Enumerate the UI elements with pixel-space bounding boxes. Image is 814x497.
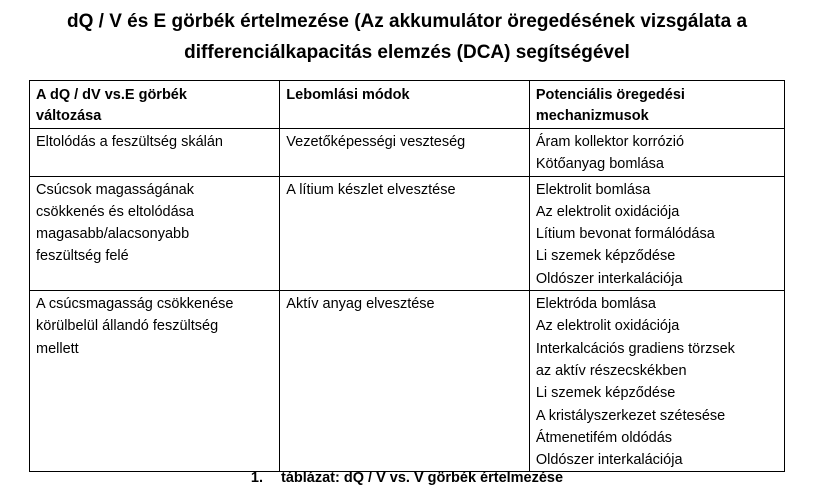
cell-line: Vezetőképességi veszteség bbox=[286, 134, 466, 150]
table-row bbox=[30, 291, 785, 472]
cell-line: mellett bbox=[36, 340, 79, 357]
table-row bbox=[30, 129, 785, 177]
header-curve-change bbox=[30, 81, 280, 129]
cell-line: Az elektrolit oxidációja bbox=[535, 318, 680, 335]
header-line: A dQ / dV vs.E görbék bbox=[36, 87, 187, 103]
title-line-2: differenciálkapacitás elemzés (DCA) segítségével bbox=[184, 42, 630, 63]
cell-line: magasabb/alacsonyabb bbox=[36, 226, 190, 243]
cell-aging-mechanisms bbox=[529, 129, 784, 177]
cell-line: Li szemek képződése bbox=[535, 385, 676, 402]
cell-line: Li szemek képződése bbox=[535, 248, 676, 265]
cell-line: Aktív anyag elvesztése bbox=[286, 296, 435, 313]
caption-text: táblázat: dQ / V vs. V görbék értelmezése bbox=[281, 470, 564, 486]
cell-line: A kristályszerkezet szétesése bbox=[535, 407, 726, 424]
table-caption bbox=[0, 468, 814, 488]
header-aging-mechanisms bbox=[529, 81, 784, 129]
cell-degradation-mode bbox=[280, 291, 530, 472]
cell-line: A csúcsmagasság csökkenése bbox=[36, 296, 234, 313]
cell-line: Elektróda bomlása bbox=[535, 296, 656, 313]
cell-line: Kötőanyag bomlása bbox=[535, 156, 664, 173]
cell-aging-mechanisms bbox=[529, 291, 784, 472]
cell-degradation-mode bbox=[280, 129, 530, 177]
cell-line: Elektrolit bomlása bbox=[535, 181, 651, 198]
title-line-1: dQ / V és E görbék értelmezése (Az akkumulátor öregedésének vizsgálata a bbox=[66, 11, 748, 32]
cell-degradation-mode bbox=[280, 176, 530, 290]
cell-line: A lítium készlet elvesztése bbox=[286, 181, 456, 198]
cell-line: feszültség felé bbox=[36, 248, 129, 265]
cell-line: csökkenés és eltolódása bbox=[36, 203, 194, 220]
cell-line: Oldószer interkalációja bbox=[535, 452, 683, 469]
header-line: Lebomlási módok bbox=[286, 87, 410, 103]
cell-curve-change bbox=[30, 129, 280, 177]
cell-curve-change bbox=[30, 291, 280, 472]
cell-line: körülbelül állandó feszültség bbox=[36, 318, 219, 335]
header-line: mechanizmusok bbox=[535, 108, 649, 124]
table-header-row bbox=[30, 81, 785, 129]
cell-line: Átmenetifém oldódás bbox=[535, 429, 673, 446]
cell-aging-mechanisms bbox=[529, 176, 784, 290]
caption-number: 1. bbox=[250, 470, 264, 486]
cell-line: az aktív részecskékben bbox=[535, 362, 687, 379]
cell-line: Az elektrolit oxidációja bbox=[535, 203, 680, 220]
table-row bbox=[30, 176, 785, 290]
cell-line: Csúcsok magasságának bbox=[36, 181, 194, 198]
cell-line: Áram kollektor korrózió bbox=[535, 134, 685, 150]
header-line: változása bbox=[36, 108, 102, 124]
cell-line: Interkalcációs gradiens törzsek bbox=[535, 340, 735, 357]
cell-line: Oldószer interkalációja bbox=[535, 270, 683, 287]
cell-line: Eltolódás a feszültség skálán bbox=[36, 134, 223, 150]
cell-curve-change bbox=[30, 176, 280, 290]
header-line: Potenciális öregedési bbox=[535, 87, 685, 103]
document-title bbox=[0, 6, 814, 68]
header-degradation-mode bbox=[280, 81, 530, 129]
dca-table bbox=[29, 80, 785, 472]
cell-line: Lítium bevonat formálódása bbox=[535, 226, 715, 243]
